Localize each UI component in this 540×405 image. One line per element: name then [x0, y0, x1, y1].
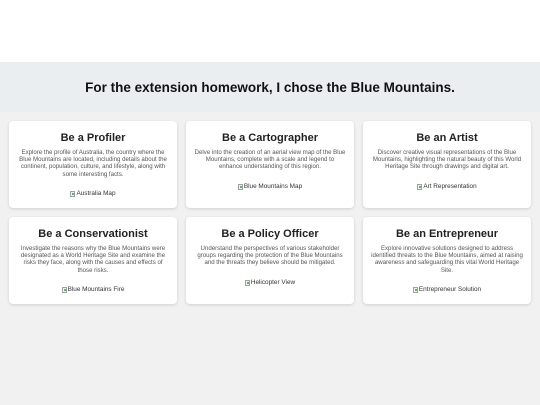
card-profiler[interactable]: [9, 121, 177, 208]
broken-image-icon: [245, 280, 250, 286]
card-description: Explore innovative solutions designed to address identified threats to the Blue Mountains, aimed at raising awareness and safeguarding this vital World Heritage Site.: [371, 245, 523, 274]
card-image-alt: Art Representation: [423, 182, 477, 190]
card-title: Be a Policy Officer: [221, 228, 319, 240]
card-title: Be an Artist: [416, 132, 478, 144]
page-title: Harrison A's Project on World Heritage Sites: [88, 18, 452, 37]
broken-image-icon: [413, 287, 418, 293]
card-description: Delve into the creation of an aerial view map of the Blue Mountains, complete with a scale and legend to enhance understanding of this region.: [194, 149, 346, 171]
card-image: [417, 183, 476, 191]
card-image-alt: Blue Mountains Map: [243, 182, 303, 190]
card-title: Be a Conservationist: [38, 228, 148, 240]
broken-image-icon: [62, 287, 67, 293]
intro-banner: [0, 62, 540, 112]
card-title: Be a Cartographer: [222, 132, 318, 144]
card-image-alt: Entrepreneur Solution: [418, 285, 482, 293]
card-artist[interactable]: [363, 121, 531, 208]
card-description: Discover creative visual representations of the Blue Mountains, highlighting the natural beauty of this World Heritage Site through drawings and digital art.: [372, 149, 522, 171]
card-grid: [9, 121, 531, 304]
card-description: Investigate the reasons why the Blue Mountains were designated as a World Heritage Site and examine the risks they face, along with the causes and effects of those risks.: [20, 245, 166, 274]
card-title: Be a Profiler: [60, 132, 126, 144]
intro-text: For the extension homework, I chose the Blue Mountains.: [85, 79, 455, 95]
card-conservationist[interactable]: [9, 217, 177, 304]
card-image: [62, 286, 125, 294]
broken-image-icon: [417, 184, 422, 190]
broken-image-icon: [70, 191, 75, 197]
card-image: [245, 279, 295, 287]
card-description: Explore the profile of Australia, the country where the Blue Mountains are located, including details about the continent, population, culture, and lifestyle, along with some interesting facts.: [19, 149, 167, 178]
card-image: [70, 190, 115, 198]
card-image: [413, 286, 481, 294]
card-description: Understand the perspectives of various stakeholder groups regarding the protection of the Blue Mountains and the threats they believe should be mitigated.: [197, 245, 343, 267]
card-title: Be an Entrepreneur: [395, 228, 499, 240]
card-cartographer[interactable]: [186, 121, 354, 208]
broken-image-icon: [238, 184, 243, 190]
card-image-alt: Helicopter View: [250, 278, 296, 286]
card-image-alt: Australia Map: [76, 189, 116, 197]
card-entrepreneur[interactable]: [363, 217, 531, 304]
card-image-alt: Blue Mountains Fire: [67, 285, 125, 293]
card-image: [238, 183, 302, 191]
card-policy-officer[interactable]: [186, 217, 354, 304]
page-header: [0, 0, 540, 62]
